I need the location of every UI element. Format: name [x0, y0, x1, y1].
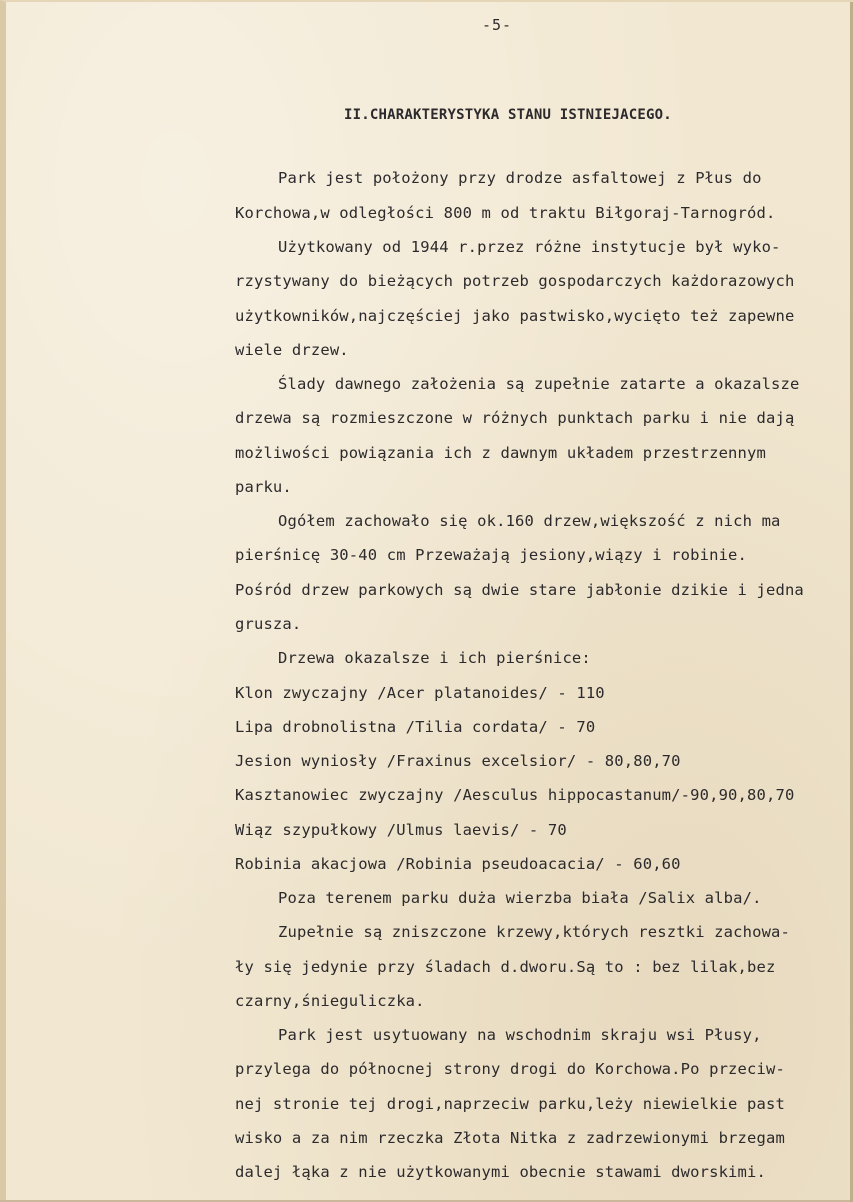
text-line: możliwości powiązania ich z dawnym układem przestrzennym	[235, 444, 766, 462]
text-line: Lipa drobnolistna /Tilia cordata/ - 70	[235, 718, 596, 736]
text-line: Jesion wyniosły /Fraxinus excelsior/ - 80,80,70	[235, 752, 681, 770]
text-line: dalej łąka z nie użytkowanymi obecnie stawami dworskimi.	[235, 1163, 766, 1181]
text-line: pierśnicę 30-40 cm Przeważają jesiony,wiązy i robinie.	[235, 546, 748, 564]
text-line: przylega do północnej strony drogi do Korchowa.Po przeciw-	[235, 1060, 785, 1078]
page-number: -5-	[482, 16, 513, 34]
text-line: nej stronie tej drogi,naprzeciw parku,leży niewielkie past	[235, 1095, 785, 1113]
text-line: wisko a za nim rzeczka Złota Nitka z zadrzewionymi brzegam	[235, 1129, 785, 1147]
text-line: użytkowników,najczęściej jako pastwisko,wycięto też zapewne	[235, 307, 795, 325]
text-line: Klon zwyczajny /Acer platanoides/ - 110	[235, 684, 605, 702]
text-line: grusza.	[235, 615, 302, 633]
text-line: Drzewa okazalsze i ich pierśnice:	[278, 649, 591, 667]
text-line: wiele drzew.	[235, 341, 349, 359]
section-title: II.CHARAKTERYSTYKA STANU ISTNIEJACEGO.	[344, 107, 672, 123]
text-line: drzewa są rozmieszczone w różnych punktach parku i nie dają	[235, 409, 795, 427]
text-line: Wiąz szypułkowy /Ulmus laevis/ - 70	[235, 821, 567, 839]
text-line: Pośród drzew parkowych są dwie stare jabłonie dzikie i jedna	[235, 581, 804, 599]
text-line: Użytkowany od 1944 r.przez różne instytucje był wyko-	[278, 238, 781, 256]
text-line: Ogółem zachowało się ok.160 drzew,większość z nich ma	[278, 512, 781, 530]
text-line: Korchowa,w odległości 800 m od traktu Biłgoraj-Tarnogród.	[235, 204, 776, 222]
text-line: Park jest usytuowany na wschodnim skraju wsi Płusy,	[278, 1026, 762, 1044]
text-line: Robinia akacjowa /Robinia pseudoacacia/ - 60,60	[235, 855, 681, 873]
text-line: Ślady dawnego założenia są zupełnie zatarte a okazalsze	[278, 375, 800, 393]
text-line: Poza terenem parku duża wierzba biała /Salix alba/.	[278, 889, 762, 907]
text-line: rzystywany do bieżących potrzeb gospodarczych każdorazowych	[235, 272, 795, 290]
text-line: Park jest położony przy drodze asfaltowej z Płus do	[278, 169, 762, 187]
text-line: Zupełnie są zniszczone krzewy,których resztki zachowa-	[278, 923, 791, 941]
text-line: parku.	[235, 478, 292, 496]
text-line: czarny,śnieguliczka.	[235, 992, 425, 1010]
text-line: Kasztanowiec zwyczajny /Aesculus hippocastanum/-90,90,80,70	[235, 786, 795, 804]
text-line: ły się jedynie przy śladach d.dworu.Są to : bez lilak,bez	[235, 958, 776, 976]
